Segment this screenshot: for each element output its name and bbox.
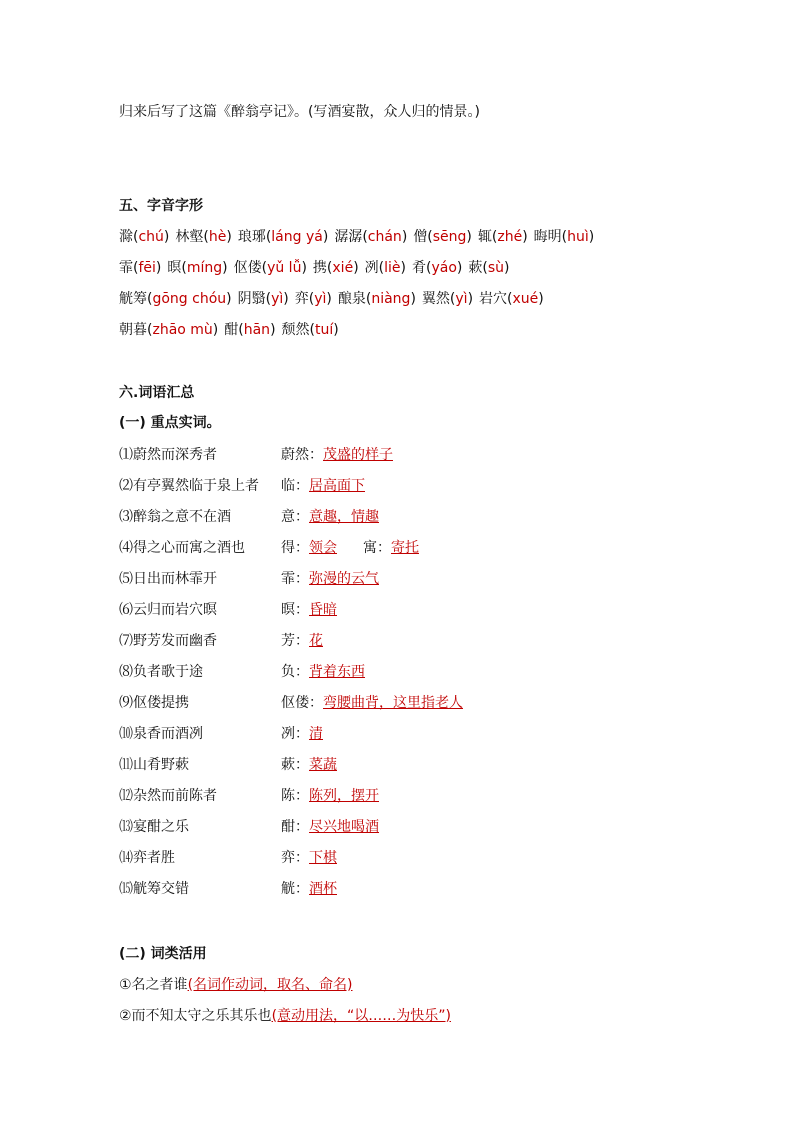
vocab-phrase: ⑸日出而林霏开 xyxy=(119,571,217,587)
vocab-answer: 寄托 xyxy=(391,540,419,556)
vocab-row xyxy=(119,880,719,900)
vocab-answer: 弥漫的云气 xyxy=(309,571,379,587)
pronunciation-entry: 颓然(tuí) xyxy=(281,322,339,338)
pronunciation-row-1 xyxy=(119,228,600,246)
entry-char: 肴 xyxy=(412,260,426,276)
vocab-phrase: ⑿杂然而前陈者 xyxy=(119,788,217,804)
entry-char: 岩穴 xyxy=(479,291,508,307)
vocab-answer: 弯腰曲背，这里指老人 xyxy=(323,695,463,711)
vocab-word: 寓： xyxy=(363,540,391,556)
entry-pinyin: yì xyxy=(271,291,284,307)
entry-char: 琅琊 xyxy=(237,229,266,245)
entry-pinyin: láng yá xyxy=(271,229,323,245)
vocab-word: 冽： xyxy=(281,726,309,742)
entry-char: 弈 xyxy=(294,291,309,307)
vocab-word: 负： xyxy=(281,664,309,680)
vocab-row xyxy=(119,818,719,838)
usage-item xyxy=(119,976,353,994)
entry-char: 酿泉 xyxy=(337,291,366,307)
entry-pinyin: xué xyxy=(512,291,539,307)
entry-char: 朝暮 xyxy=(119,322,147,338)
vocab-explanation xyxy=(281,849,337,867)
entry-pinyin: liè xyxy=(384,260,401,276)
subsection-2-title: (二) 词类活用 xyxy=(119,946,207,962)
entry-pinyin: yì xyxy=(314,291,327,307)
pronunciation-row-4 xyxy=(119,321,345,339)
entry-pinyin: yì xyxy=(455,291,468,307)
vocab-phrase: ⑵有亭翼然临于泉上者 xyxy=(119,478,259,494)
vocab-phrase: ⑻负者歌于途 xyxy=(119,664,203,680)
entry-pinyin: sù xyxy=(487,260,505,276)
pronunciation-entry: 冽(liè) xyxy=(364,260,406,276)
usage-answer: (意动用法，“以……为快乐”) xyxy=(271,1008,451,1024)
entry-pinyin: xié xyxy=(332,260,354,276)
entry-char: 伛偻 xyxy=(233,260,262,276)
vocab-answer: 陈列，摆开 xyxy=(309,788,379,804)
pronunciation-entry: 晦明(huì) xyxy=(533,229,595,245)
entry-char: 阴翳 xyxy=(237,291,266,307)
vocab-explanation xyxy=(281,601,337,619)
vocab-explanation xyxy=(281,539,419,557)
vocab-row xyxy=(119,787,719,807)
vocab-word: 暝： xyxy=(281,602,309,618)
pronunciation-entry: 肴(yáo) xyxy=(412,260,463,276)
pronunciation-entry: 暝(míng) xyxy=(167,260,228,276)
pronunciation-entry: 辄(zhé) xyxy=(477,229,528,245)
vocab-explanation xyxy=(281,508,379,526)
vocab-word: 临： xyxy=(281,478,309,494)
vocab-phrase: ⑺野芳发而幽香 xyxy=(119,633,217,649)
vocab-word: 觥： xyxy=(281,881,309,897)
entry-pinyin: sēng xyxy=(432,229,467,245)
pronunciation-entry: 酿泉(niàng) xyxy=(337,291,416,307)
vocab-row xyxy=(119,725,719,745)
vocab-explanation xyxy=(281,477,365,495)
entry-char: 霏 xyxy=(119,260,133,276)
entry-char: 林壑 xyxy=(175,229,204,245)
entry-char: 觥筹 xyxy=(119,291,147,307)
usage-item xyxy=(119,1007,451,1025)
vocab-answer: 领会 xyxy=(309,540,337,556)
vocab-phrase: ⑷得之心而寓之酒也 xyxy=(119,540,245,556)
vocab-row xyxy=(119,849,719,869)
vocab-answer: 花 xyxy=(309,633,323,649)
vocab-word: 意： xyxy=(281,509,309,525)
pronunciation-entry: 翼然(yì) xyxy=(421,291,474,307)
entry-pinyin: niàng xyxy=(371,291,411,307)
vocab-explanation xyxy=(281,818,379,836)
vocab-explanation xyxy=(281,632,323,650)
pronunciation-entry: 岩穴(xué) xyxy=(479,291,544,307)
entry-pinyin: zhāo mù xyxy=(152,322,213,338)
entry-pinyin: huì xyxy=(567,229,589,245)
vocab-row xyxy=(119,663,719,683)
entry-pinyin: chán xyxy=(367,229,402,245)
vocab-word: 得： xyxy=(281,540,309,556)
vocab-explanation xyxy=(281,570,379,588)
vocab-word: 蔚然： xyxy=(281,447,323,463)
vocab-row xyxy=(119,446,719,466)
entry-pinyin: yáo xyxy=(431,260,457,276)
pronunciation-entry: 阴翳(yì) xyxy=(237,291,289,307)
entry-char: 颓然 xyxy=(281,322,310,338)
vocab-row xyxy=(119,539,719,559)
entry-char: 翼然 xyxy=(421,291,450,307)
pronunciation-entry: 僧(sēng) xyxy=(413,229,472,245)
subsection-1-title: (一) 重点实词。 xyxy=(119,415,221,431)
vocab-row xyxy=(119,508,719,528)
entry-pinyin: gōng chóu xyxy=(152,291,227,307)
vocab-phrase: ⑽泉香而酒冽 xyxy=(119,726,203,742)
vocab-answer: 酒杯 xyxy=(309,881,337,897)
vocab-word: 陈： xyxy=(281,788,309,804)
section-5-title: 五、字音字形 xyxy=(119,198,203,214)
pronunciation-row-2 xyxy=(119,259,515,277)
vocab-word: 蔌： xyxy=(281,757,309,773)
section-6-title: 六.词语汇总 xyxy=(119,385,195,401)
vocab-row xyxy=(119,570,719,590)
vocab-explanation xyxy=(281,787,379,805)
vocab-answer: 茂盛的样子 xyxy=(323,447,393,463)
usage-text: ①名之者谁 xyxy=(119,977,188,993)
entry-char: 蔌 xyxy=(468,260,483,276)
usage-text: ②而不知太守之乐其乐也 xyxy=(119,1008,272,1024)
pronunciation-entry: 潺潺(chán) xyxy=(334,229,408,245)
entry-char: 潺潺 xyxy=(334,229,363,245)
entry-pinyin: tuí xyxy=(315,322,334,338)
vocab-phrase: ⑹云归而岩穴暝 xyxy=(119,602,217,618)
entry-char: 晦明 xyxy=(533,229,562,245)
vocab-row xyxy=(119,477,719,497)
vocab-explanation xyxy=(281,694,463,712)
vocab-word: 伛偻： xyxy=(281,695,323,711)
pronunciation-entry: 弈(yì) xyxy=(294,291,332,307)
entry-char: 僧 xyxy=(413,229,428,245)
vocab-row xyxy=(119,632,719,652)
entry-pinyin: zhé xyxy=(497,229,523,245)
pronunciation-entry: 酣(hān) xyxy=(224,322,276,338)
entry-char: 酣 xyxy=(224,322,239,338)
vocab-word: 弈： xyxy=(281,850,309,866)
entry-char: 滁 xyxy=(119,229,133,245)
entry-pinyin: fēi xyxy=(138,260,156,276)
vocab-phrase: ⒁弈者胜 xyxy=(119,850,175,866)
pronunciation-entry: 朝暮(zhāo mù) xyxy=(119,322,219,338)
entry-pinyin: hè xyxy=(208,229,227,245)
pronunciation-entry: 蔌(sù) xyxy=(468,260,510,276)
vocab-explanation xyxy=(281,756,337,774)
vocab-answer: 背着东西 xyxy=(309,664,365,680)
entry-char: 辄 xyxy=(477,229,492,245)
usage-answer: (名词作动词，取名、命名) xyxy=(187,977,353,993)
vocab-phrase: ⑼伛偻提携 xyxy=(119,695,189,711)
entry-pinyin: yǔ lǚ xyxy=(267,260,302,276)
vocab-row xyxy=(119,756,719,776)
entry-pinyin: míng xyxy=(186,260,223,276)
vocab-answer: 意趣，情趣 xyxy=(309,509,379,525)
vocab-row xyxy=(119,694,719,714)
pronunciation-entry: 林壑(hè) xyxy=(175,229,232,245)
vocab-answer: 居高面下 xyxy=(309,478,365,494)
vocab-phrase: ⒀宴酣之乐 xyxy=(119,819,189,835)
vocab-row xyxy=(119,601,719,621)
entry-pinyin: chú xyxy=(138,229,164,245)
vocab-answer: 菜蔬 xyxy=(309,757,337,773)
vocab-answer: 下棋 xyxy=(309,850,337,866)
pronunciation-row-3 xyxy=(119,290,550,308)
entry-char: 携 xyxy=(312,260,327,276)
entry-pinyin: hān xyxy=(243,322,271,338)
vocab-explanation xyxy=(281,663,365,681)
pronunciation-entry: 霏(fēi) xyxy=(119,260,162,276)
vocab-phrase: ⒂觥筹交错 xyxy=(119,881,189,897)
vocab-phrase: ⑴蔚然而深秀者 xyxy=(119,447,217,463)
pronunciation-entry: 觥筹(gōng chóu) xyxy=(119,291,232,307)
pronunciation-entry: 滁(chú) xyxy=(119,229,170,245)
vocab-answer: 尽兴地喝酒 xyxy=(309,819,379,835)
pronunciation-entry: 琅琊(láng yá) xyxy=(237,229,329,245)
pronunciation-entry: 携(xié) xyxy=(312,260,359,276)
vocab-explanation xyxy=(281,446,393,464)
entry-char: 暝 xyxy=(167,260,182,276)
vocab-word: 芳： xyxy=(281,633,309,649)
vocab-phrase: ⑶醉翁之意不在酒 xyxy=(119,509,231,525)
entry-char: 冽 xyxy=(364,260,379,276)
vocab-word: 酣： xyxy=(281,819,309,835)
vocab-answer: 清 xyxy=(309,726,323,742)
vocab-word: 霏： xyxy=(281,571,309,587)
pronunciation-entry: 伛偻(yǔ lǚ) xyxy=(233,260,307,276)
vocab-answer: 昏暗 xyxy=(309,602,337,618)
vocab-explanation xyxy=(281,725,323,743)
vocab-phrase: ⑾山肴野蔌 xyxy=(119,757,189,773)
intro-line: 归来后写了这篇《醉翁亭记》。(写酒宴散，众人归的情景。) xyxy=(119,104,480,120)
vocab-explanation xyxy=(281,880,337,898)
